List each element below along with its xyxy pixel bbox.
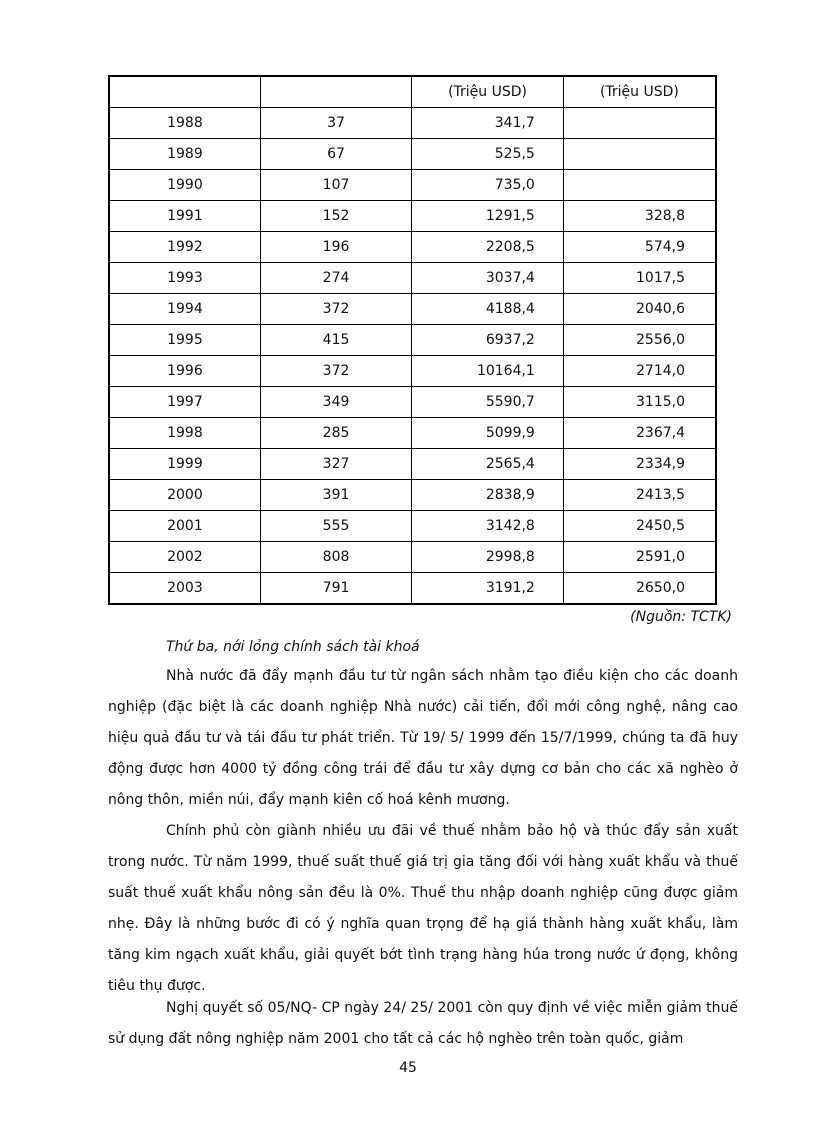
- table-cell: 2450,5: [563, 511, 716, 542]
- table-cell: 1991: [109, 201, 260, 232]
- table-cell: 1988: [109, 108, 260, 139]
- table-cell: 349: [260, 387, 411, 418]
- table-cell: 2998,8: [412, 542, 564, 573]
- table-cell: 2556,0: [563, 325, 716, 356]
- table-cell: 735,0: [412, 170, 564, 201]
- table-cell: 1989: [109, 139, 260, 170]
- table-cell: 2003: [109, 573, 260, 605]
- table-cell: [563, 108, 716, 139]
- fdi-data-table: [108, 75, 717, 605]
- table-cell: 2000: [109, 480, 260, 511]
- table-cell: 1996: [109, 356, 260, 387]
- section-heading: Thứ ba, nới lỏng chính sách tài khoá: [166, 639, 420, 655]
- table-cell: 2413,5: [563, 480, 716, 511]
- table-cell: 391: [260, 480, 411, 511]
- table-cell: 1990: [109, 170, 260, 201]
- table-cell: 3037,4: [412, 263, 564, 294]
- table-cell: 5099,9: [412, 418, 564, 449]
- table-cell: 152: [260, 201, 411, 232]
- table-row: [109, 418, 716, 449]
- table-row: [109, 325, 716, 356]
- table-row: [109, 294, 716, 325]
- table-row: [109, 139, 716, 170]
- table-cell: 3142,8: [412, 511, 564, 542]
- table-cell: 1291,5: [412, 201, 564, 232]
- table-cell: 1993: [109, 263, 260, 294]
- table-cell: 196: [260, 232, 411, 263]
- paragraph-text: Chính phủ còn giành nhiều ưu đãi về thuế nhằm bảo hộ và thúc đẩy sản xuất trong nước. Từ năm 1999, thuế suất thuế giá trị gia tăng đối với hàng xuất khẩu và thuế suất thuế xuất khẩu nông sản đều là 0%. Thuế thu nhập doanh nghiệp cũng được giảm nhẹ. Đây là những bước đi có ý nghĩa quan trọng để hạ giá thành hàng xuất khẩu, làm tăng kim ngạch xuất khẩu, giải quyết bớt tình trạng hàng húa trong nước ứ đọng, không tiêu thụ được.: [108, 823, 738, 994]
- table-row: [109, 511, 716, 542]
- table-row: [109, 542, 716, 573]
- paragraph: [108, 816, 738, 1002]
- table-cell: 1017,5: [563, 263, 716, 294]
- table-cell: 2367,4: [563, 418, 716, 449]
- table-cell: 10164,1: [412, 356, 564, 387]
- table-row: [109, 170, 716, 201]
- page-number: 45: [399, 1060, 417, 1076]
- table-cell: 2334,9: [563, 449, 716, 480]
- table-cell: 1999: [109, 449, 260, 480]
- paragraph-text: Nhà nước đã đẩy mạnh đầu tư từ ngân sách nhằm tạo điều kiện cho các doanh nghiệp (đặc biệt là các doanh nghiệp Nhà nước) cải tiến, đổi mới công nghệ, nâng cao hiệu quả đầu tư và tái đầu tư phát triển. Từ 19/ 5/ 1999 đến 15/7/1999, chúng ta đã huy động được hơn 4000 tỷ đồng công trái để đầu tư xây dựng cơ bản cho các xã nghèo ở nông thôn, miền núi, đẩy mạnh kiên cố hoá kênh mương.: [108, 668, 738, 808]
- table-row: [109, 573, 716, 605]
- table-cell: 2591,0: [563, 542, 716, 573]
- table-row: [109, 232, 716, 263]
- paragraph: [108, 661, 738, 816]
- table-row: [109, 449, 716, 480]
- table-cell: 555: [260, 511, 411, 542]
- table-cell: 525,5: [412, 139, 564, 170]
- table-cell: 328,8: [563, 201, 716, 232]
- table-header-row: [109, 76, 716, 108]
- table-cell: 415: [260, 325, 411, 356]
- table-cell: 2002: [109, 542, 260, 573]
- table-cell: [563, 170, 716, 201]
- table-cell: 1992: [109, 232, 260, 263]
- table-cell: 2565,4: [412, 449, 564, 480]
- table-cell: 6937,2: [412, 325, 564, 356]
- table-cell: 274: [260, 263, 411, 294]
- table-cell: 2001: [109, 511, 260, 542]
- table-cell: 3191,2: [412, 573, 564, 605]
- table-row: [109, 201, 716, 232]
- table-cell: 1994: [109, 294, 260, 325]
- paragraph-text: Nghị quyết số 05/NQ- CP ngày 24/ 25/ 2001 còn quy định về việc miễn giảm thuế sử dụng đất nông nghiệp năm 2001 cho tất cả các hộ nghèo trên toàn quốc, giảm: [108, 1000, 738, 1047]
- table-cell: [563, 139, 716, 170]
- table-cell: 1998: [109, 418, 260, 449]
- table-cell: 2040,6: [563, 294, 716, 325]
- table-header-cell: (Triệu USD): [412, 76, 564, 108]
- table-cell: 808: [260, 542, 411, 573]
- table-cell: 1995: [109, 325, 260, 356]
- table-cell: 3115,0: [563, 387, 716, 418]
- table-cell: 2208,5: [412, 232, 564, 263]
- table-row: [109, 480, 716, 511]
- table-cell: 372: [260, 294, 411, 325]
- table-cell: 2714,0: [563, 356, 716, 387]
- table-cell: 5590,7: [412, 387, 564, 418]
- table-cell: 67: [260, 139, 411, 170]
- table-header-cell: [260, 76, 411, 108]
- paragraph: [108, 993, 738, 1055]
- table-cell: 285: [260, 418, 411, 449]
- table-cell: 107: [260, 170, 411, 201]
- table-row: [109, 387, 716, 418]
- source-note: (Nguồn: TCTK): [630, 609, 732, 625]
- table-header-cell: (Triệu USD): [563, 76, 716, 108]
- table-cell: 1997: [109, 387, 260, 418]
- table-cell: 2650,0: [563, 573, 716, 605]
- table-cell: 2838,9: [412, 480, 564, 511]
- table-cell: 327: [260, 449, 411, 480]
- table-cell: 372: [260, 356, 411, 387]
- table-cell: 4188,4: [412, 294, 564, 325]
- table-header-cell: [109, 76, 260, 108]
- table-row: [109, 356, 716, 387]
- table-cell: 791: [260, 573, 411, 605]
- table-row: [109, 263, 716, 294]
- table-cell: 37: [260, 108, 411, 139]
- table-row: [109, 108, 716, 139]
- table-cell: 574,9: [563, 232, 716, 263]
- table-cell: 341,7: [412, 108, 564, 139]
